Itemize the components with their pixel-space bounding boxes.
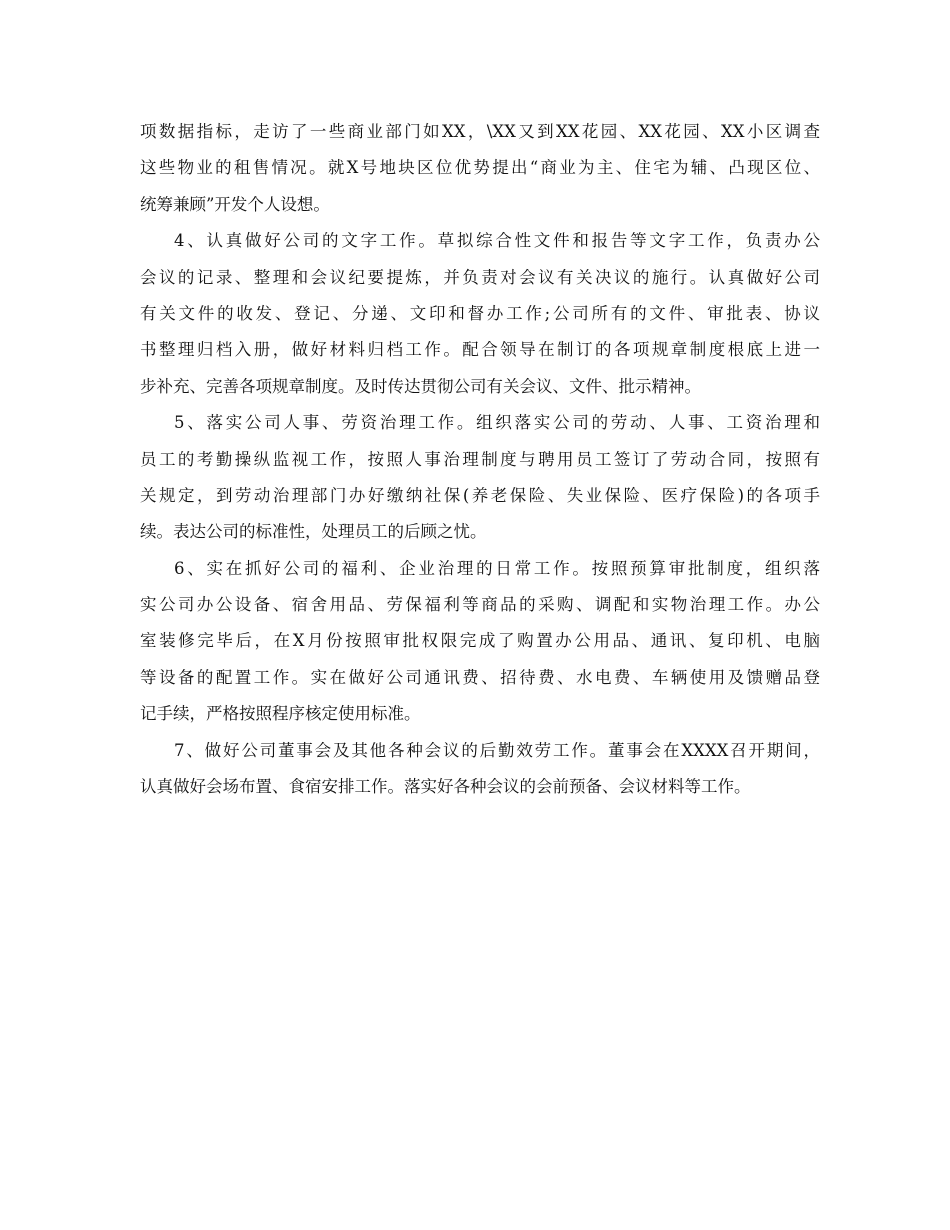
document-body bbox=[140, 114, 820, 805]
paragraph-line: 实公司办公设备、宿舍用品、劳保福利等商品的采购、调配和实物治理工作。办公 bbox=[140, 595, 820, 615]
paragraph-line: 会议的记录、整理和会议纪要提炼，并负责对会议有关决议的施行。认真做好公司 bbox=[140, 267, 820, 287]
paragraph-line: 项数据指标，走访了一些商业部门如XX，\XX又到XX花园、XX花园、XX小区调查 bbox=[140, 122, 820, 141]
paragraph-line: 认真做好会场布置、食宿安排工作。落实好各种会议的会前预备、会议材料等工作。 bbox=[140, 777, 751, 797]
paragraph-line: 这些物业的租售情况。就X号地块区位优势提出“商业为主、住宅为辅、凸现区位、 bbox=[140, 158, 820, 178]
paragraph-line: 步补充、完善各项规章制度。及时传达贯彻公司有关会议、文件、批示精神。 bbox=[140, 376, 701, 396]
paragraph-line: 5、落实公司人事、劳资治理工作。组织落实公司的劳动、人事、工资治理和 bbox=[174, 413, 820, 433]
paragraph-line: 记手续，严格按照程序核定使用标准。 bbox=[140, 704, 421, 724]
paragraph-7 bbox=[140, 733, 820, 806]
paragraph-line: 室装修完毕后，在X月份按照审批权限完成了购置办公用品、通讯、复印机、电脑 bbox=[140, 631, 820, 651]
paragraph-line: 续。表达公司的标准性，处理员工的后顾之忧。 bbox=[140, 522, 487, 542]
paragraph-6 bbox=[140, 551, 820, 733]
paragraph-line: 6、实在抓好公司的福利、企业治理的日常工作。按照预算审批制度，组织落 bbox=[174, 558, 820, 578]
paragraph-5 bbox=[140, 405, 820, 551]
paragraph-line: 有关文件的收发、登记、分递、文印和督办工作;公司所有的文件、审批表、协议 bbox=[140, 303, 820, 323]
paragraph-4 bbox=[140, 223, 820, 405]
paragraph-intro bbox=[140, 114, 820, 223]
paragraph-line: 书整理归档入册，做好材料归档工作。配合领导在制订的各项规章制度根底上进一 bbox=[140, 340, 820, 360]
paragraph-line: 关规定，到劳动治理部门办好缴纳社保(养老保险、失业保险、医疗保险)的各项手 bbox=[140, 485, 820, 505]
paragraph-line: 7、做好公司董事会及其他各种会议的后勤效劳工作。董事会在XXXX召开期间， bbox=[174, 740, 820, 760]
paragraph-line: 员工的考勤操纵监视工作，按照人事治理制度与聘用员工签订了劳动合同，按照有 bbox=[140, 449, 820, 469]
paragraph-line: 等设备的配置工作。实在做好公司通讯费、招待费、水电费、车辆使用及馈赠品登 bbox=[140, 667, 820, 687]
paragraph-line: 统筹兼顾”开发个人设想。 bbox=[140, 194, 330, 214]
paragraph-line: 4、认真做好公司的文字工作。草拟综合性文件和报告等文字工作，负责办公 bbox=[174, 231, 820, 251]
